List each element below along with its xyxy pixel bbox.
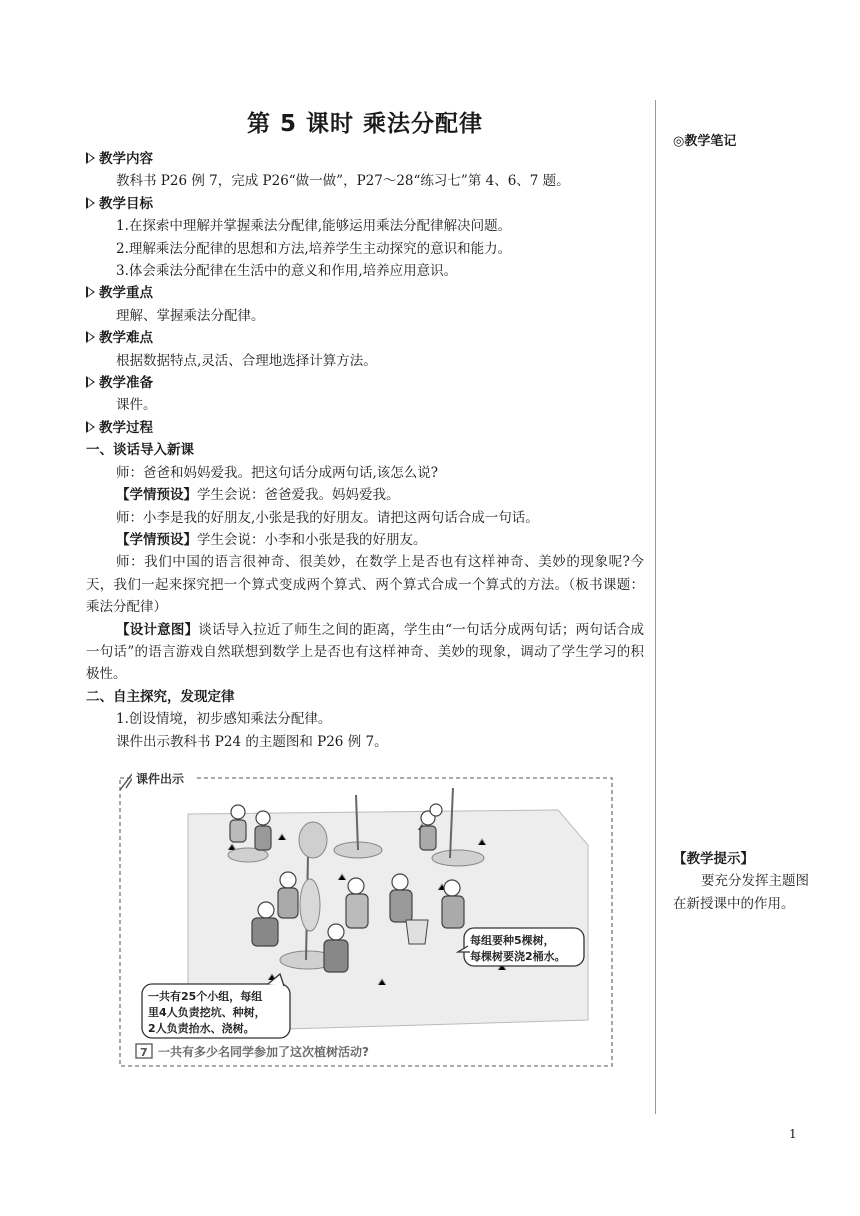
teaching-tip — [673, 848, 811, 915]
bubble-left-line3: 2人负责抬水、浇树。 — [148, 1022, 255, 1035]
section-heading-difficulty: 教学难点 — [86, 327, 644, 349]
paragraph: 1.创设情境，初步感知乘法分配律。 — [116, 711, 332, 728]
design-tag: 【设计意图】 — [116, 621, 199, 638]
triangle-bullet-icon — [86, 331, 95, 343]
tip-heading: 【教学提示】 — [673, 851, 754, 867]
courseware-label: 课件出示 — [136, 772, 185, 786]
problem-number: 7 — [140, 1046, 148, 1059]
tree-planting-illustration — [118, 770, 614, 1068]
preset-tag: 【学情预设】 — [116, 531, 197, 548]
part1-heading: 一、谈话导入新课 — [86, 442, 194, 459]
content-text: 教科书 P26 例 7，完成 P26“做一做”，P27～28“练习七”第 4、6、7 题。 — [116, 173, 570, 190]
prep-text: 课件。 — [116, 397, 157, 414]
paragraph: 师：我们中国的语言很神奇、很美妙，在数学上是否也有这样神奇、美妙的现象呢?今天，我们一起来探究把一个算式变成两个算式、两个算式合成一个算式的方法。（板书课题：乘法分配律） — [86, 554, 644, 616]
bubble-left-line1: 一共有25个小组，每组 — [148, 990, 263, 1003]
goal-item: 1.在探索中理解并掌握乘法分配律,能够运用乘法分配律解决问题。 — [116, 218, 512, 235]
tip-body: 要充分发挥主题图在新授课中的作用。 — [673, 873, 809, 912]
goal-item: 3.体会乘法分配律在生活中的意义和作用,培养应用意识。 — [116, 263, 458, 280]
illustration-svg — [118, 770, 614, 1068]
page-number: 1 — [789, 1127, 797, 1141]
bubble-right-line2: 每棵树要浇2桶水。 — [470, 950, 566, 963]
triangle-bullet-icon — [86, 376, 95, 388]
part2-heading: 二、自主探究，发现定律 — [86, 688, 235, 705]
paragraph: 师：爸爸和妈妈爱我。把这句话分成两句话,该怎么说? — [116, 464, 439, 481]
preset-tag: 【学情预设】 — [116, 487, 197, 504]
main-column — [86, 108, 644, 753]
section-heading-prep: 教学准备 — [86, 372, 644, 394]
teaching-notes-label: ◎教学笔记 — [673, 134, 737, 149]
page-title: 第 5 课时 乘法分配律 — [246, 111, 484, 137]
triangle-bullet-icon — [86, 152, 95, 164]
paragraph: 【学情预设】学生会说：爸爸爱我。妈妈爱我。 — [116, 487, 400, 504]
triangle-bullet-icon — [86, 286, 95, 298]
triangle-bullet-icon — [86, 197, 95, 209]
paragraph: 课件出示教科书 P24 的主题图和 P26 例 7。 — [116, 733, 388, 750]
column-divider — [655, 100, 656, 1114]
difficulty-text: 根据数据特点,灵活、合理地选择计算方法。 — [116, 352, 377, 369]
paragraph: 师：小李是我的好朋友,小张是我的好朋友。请把这两句话合成一句话。 — [116, 509, 539, 526]
paragraph: 【学情预设】学生会说：小李和小张是我的好朋友。 — [116, 531, 427, 548]
section-heading-content: 教学内容 — [86, 148, 644, 170]
bubble-left-line2: 里4人负责挖坑、种树， — [148, 1006, 266, 1019]
triangle-bullet-icon — [86, 421, 95, 433]
section-heading-goals: 教学目标 — [86, 193, 644, 215]
key-text: 理解、掌握乘法分配律。 — [116, 307, 265, 324]
bubble-right-line1: 每组要种5棵树， — [470, 934, 555, 947]
section-heading-key: 教学重点 — [86, 282, 644, 304]
problem-question: 一共有多少名同学参加了这次植树活动? — [158, 1045, 369, 1059]
design-intent-paragraph: 【设计意图】谈话导入拉近了师生之间的距离，学生由“一句话分成两句话；两句话合成一句话”的语言游戏自然联想到数学上是否也有这样神奇、美妙的现象，调动了学生学习的积极性。 — [86, 621, 644, 683]
section-heading-process: 教学过程 — [86, 417, 644, 439]
goal-item: 2.理解乘法分配律的思想和方法,培养学生主动探究的意识和能力。 — [116, 240, 512, 257]
